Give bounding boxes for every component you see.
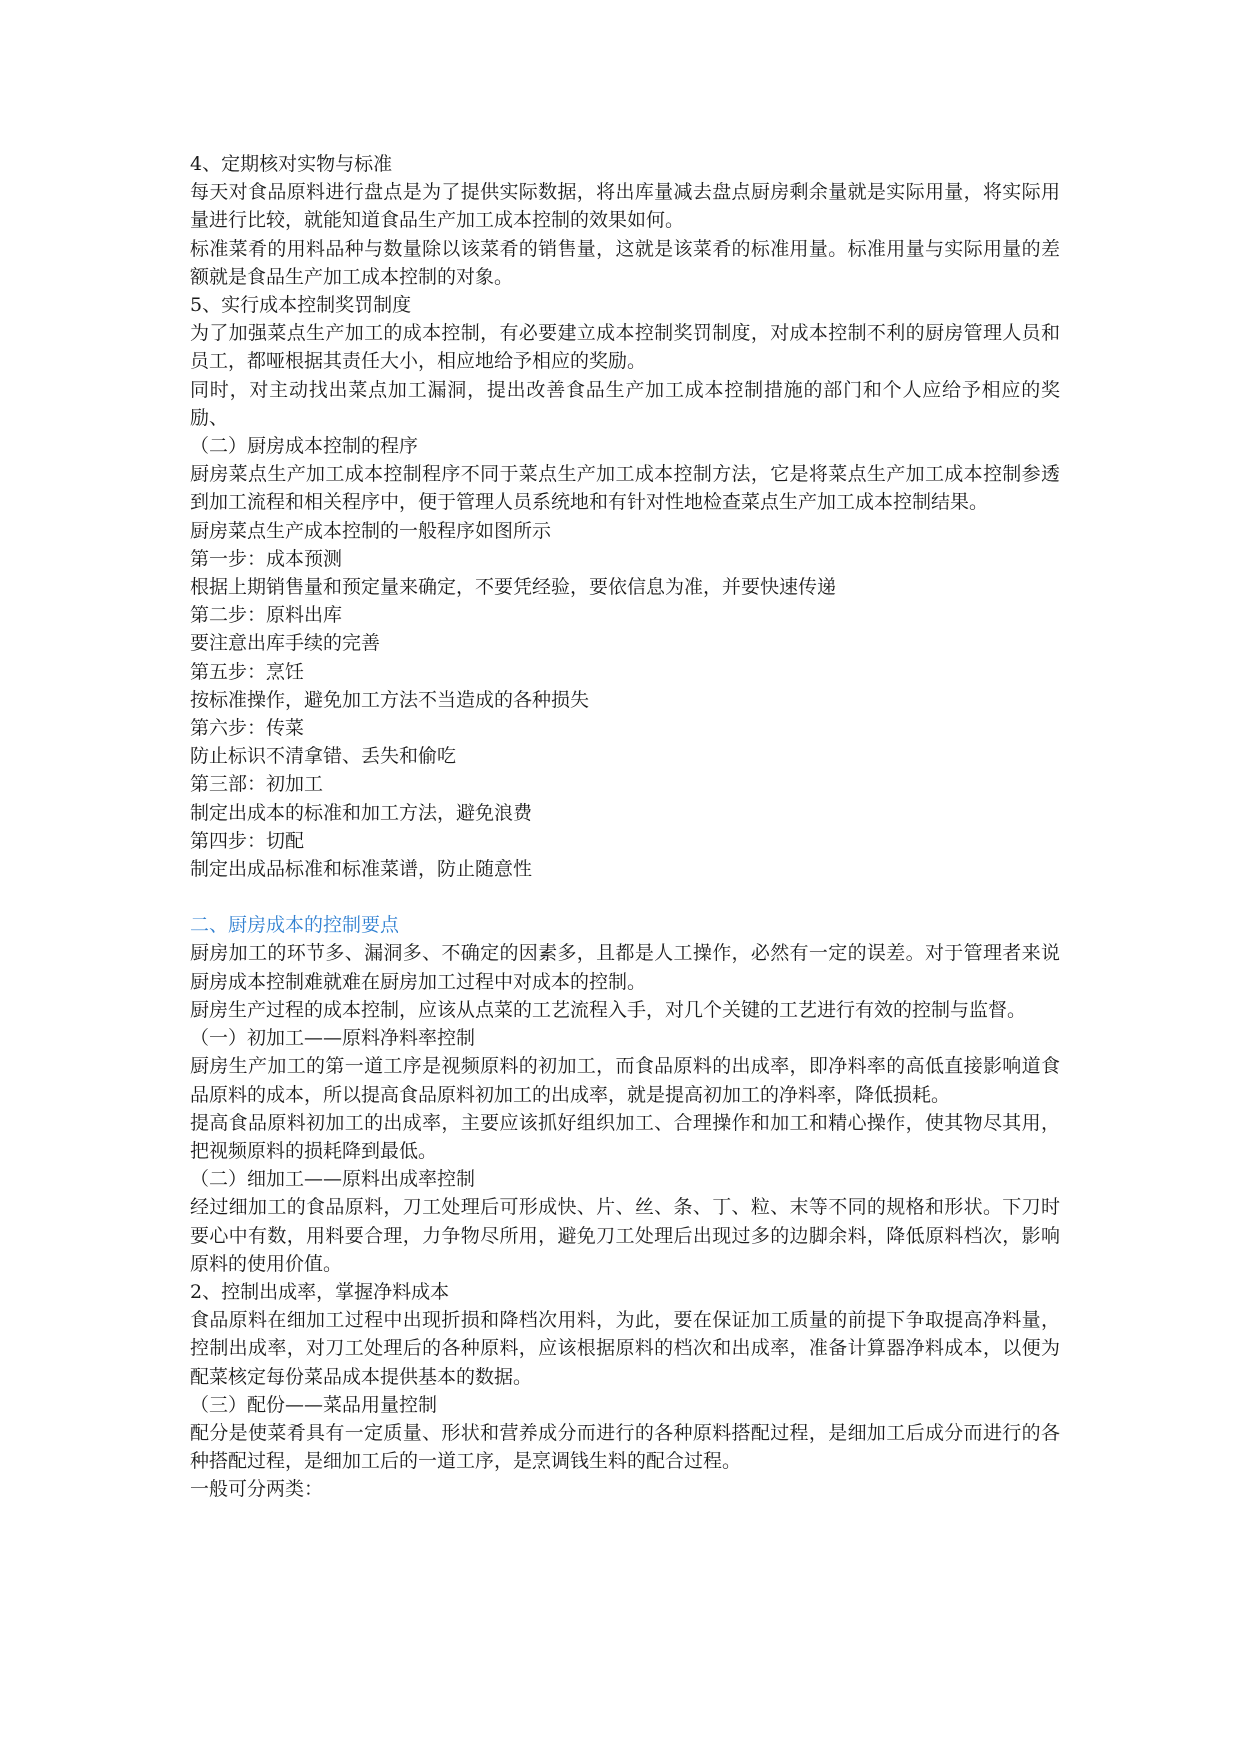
section-kitchen-cost-procedure	[190, 150, 1060, 883]
paragraph: 同时，对主动找出菜点加工漏洞，提出改善食品生产加工成本控制措施的部门和个人应给予相应的奖励、	[190, 378, 1060, 429]
paragraph: 食品原料在细加工过程中出现折损和降档次用料，为此，要在保证加工质量的前提下争取提高净料量，控制出成率，对刀工处理后的各种原料，应该根据原料的档次和出成率，准备计算器净料成本，以便为配菜核定每份菜品成本提供基本的数据。	[190, 1309, 1060, 1388]
paragraph: 配分是使菜肴具有一定质量、形状和营养成分而进行的各种原料搭配过程，是细加工后成分而进行的各种搭配过程，是细加工后的一道工序，是烹调钱生料的配合过程。	[190, 1421, 1060, 1473]
section-heading: 二、厨房成本的控制要点	[190, 914, 400, 937]
text-line: 防止标识不清拿错、丢失和偷吃	[190, 745, 457, 768]
paragraph: 厨房生产加工的第一道工序是视频原料的初加工，而食品原料的出成率，即净料率的高低直接影响道食品原料的成本，所以提高食品原料初加工的出成率，就是提高初加工的净料率，降低损耗。	[190, 1055, 1060, 1106]
document-page	[190, 150, 1060, 1504]
paragraph: 厨房加工的环节多、漏洞多、不确定的因素多，且都是人工操作，必然有一定的误差。对于管理者来说厨房成本控制难就难在厨房加工过程中对成本的控制。	[190, 942, 1060, 993]
text-line: 要注意出库手续的完善	[190, 632, 381, 655]
text-line: 第一步：成本预测	[190, 547, 343, 570]
paragraph: 为了加强菜点生产加工的成本控制，有必要建立成本控制奖罚制度，对成本控制不利的厨房管理人员和员工，都哑根据其责任大小，相应地给予相应的奖励。	[190, 322, 1060, 373]
text-line: 第三部：初加工	[190, 773, 324, 796]
paragraph: 标准菜肴的用料品种与数量除以该菜肴的销售量，这就是该菜肴的标准用量。标准用量与实际用量的差额就是食品生产加工成本控制的对象。	[190, 237, 1060, 288]
paragraph: 厨房菜点生产加工成本控制程序不同于菜点生产加工成本控制方法，它是将菜点生产加工成本控制参透到加工流程和相关程序中，便于管理人员系统地和有针对性地检查菜点生产加工成本控制结果。	[190, 463, 1060, 514]
text-line: 第二步：原料出库	[190, 604, 343, 627]
text-line: 制定出成品标准和标准菜谱，防止随意性	[190, 858, 533, 881]
text-line: 厨房菜点生产成本控制的一般程序如图所示	[190, 519, 552, 542]
text-line: （一）初加工——原料净料率控制	[190, 1027, 476, 1050]
text-line: 4、定期核对实物与标准	[190, 153, 393, 175]
paragraph: 经过细加工的食品原料，刀工处理后可形成快、片、丝、条、丁、粒、末等不同的规格和形状。下刀时要心中有数，用料要合理，力争物尽所用，避免刀工处理后出现过多的边脚余料，降低原料档次，影响原料的使用价值。	[190, 1196, 1060, 1275]
text-line: 第四步：切配	[190, 829, 305, 852]
paragraph: 厨房生产过程的成本控制，应该从点菜的工艺流程入手，对几个关键的工艺进行有效的控制与监督。	[190, 998, 1027, 1021]
text-line: 第五步：烹饪	[190, 660, 305, 683]
text-line: （三）配份——菜品用量控制	[190, 1393, 438, 1416]
paragraph: 每天对食品原料进行盘点是为了提供实际数据，将出库量减去盘点厨房剩余量就是实际用量，将实际用量进行比较，就能知道食品生产加工成本控制的效果如何。	[190, 181, 1060, 232]
text-line: 根据上期销售量和预定量来确定，不要凭经验，要依信息为准，并要快速传递	[190, 576, 837, 599]
text-line: 2、控制出成率，掌握净料成本	[190, 1280, 450, 1303]
text-line: 一般可分两类：	[190, 1478, 324, 1501]
section-spacer	[190, 883, 1060, 911]
paragraph: 提高食品原料初加工的出成率，主要应该抓好组织加工、合理操作和加工和精心操作，使其物尽其用，把视频原料的损耗降到最低。	[190, 1111, 1060, 1162]
text-line: 制定出成本的标准和加工方法，避免浪费	[190, 801, 533, 824]
text-line: 5、实行成本控制奖罚制度	[190, 294, 412, 317]
text-line: （二）厨房成本控制的程序	[190, 435, 419, 458]
section-cost-control-points	[190, 939, 1060, 1503]
text-line: 第六步：传菜	[190, 717, 305, 740]
text-line: （二）细加工——原料出成率控制	[190, 1168, 476, 1191]
text-line: 按标准操作，避免加工方法不当造成的各种损失	[190, 688, 590, 711]
